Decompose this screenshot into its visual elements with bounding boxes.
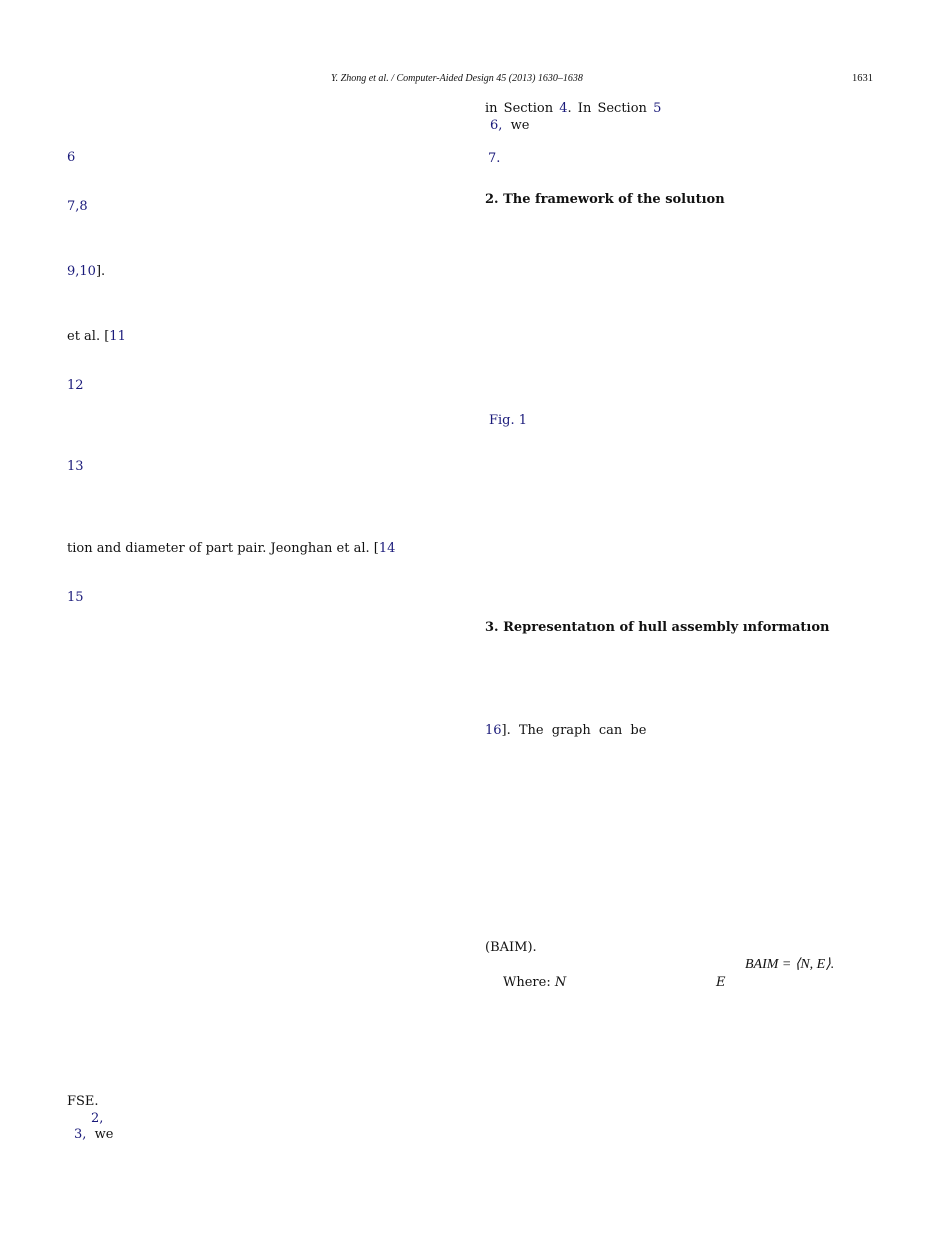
- section-4-link[interactable]: 4: [559, 101, 568, 116]
- citation-16[interactable]: 16: [485, 723, 502, 738]
- var-e: E: [716, 975, 726, 990]
- fig-ref-3-line: [74, 1127, 114, 1143]
- section-heading-2: 2. The framework of the solutıon: [485, 192, 725, 207]
- graph-text: ]. The graph can be: [501, 723, 647, 738]
- baim-equation: BAIM = ⟨N, E⟩.: [745, 957, 835, 972]
- citation-11-line: [67, 329, 126, 345]
- section-7-link[interactable]: 7.: [488, 151, 501, 166]
- section-heading-3: 3. Representatıon of hull assembly ınformatıon: [485, 620, 830, 635]
- citation-16-line: [485, 723, 646, 739]
- section-6-link[interactable]: 6,: [490, 118, 503, 133]
- jeonghan-line: [67, 541, 395, 557]
- citation-14[interactable]: 14: [378, 541, 396, 556]
- in-section-text-2: . In Section: [567, 101, 647, 116]
- citation-9-10-tail: ].: [95, 264, 106, 279]
- baim-abbrev: (BAIM).: [485, 940, 537, 955]
- where-line: [503, 975, 566, 991]
- jeonghan-text: tion and diameter of part pair. Jeonghan et al. [: [67, 541, 379, 556]
- var-n: N: [554, 975, 567, 990]
- section-5-link[interactable]: 5: [653, 101, 662, 116]
- where-label: Where:: [503, 975, 551, 990]
- fig-1-link[interactable]: Fig. 1: [489, 413, 528, 428]
- citation-7-8[interactable]: 7,8: [67, 199, 88, 214]
- we-text-right: we: [510, 118, 530, 133]
- citation-9-10[interactable]: 9,10: [67, 264, 96, 279]
- citation-15[interactable]: 15: [67, 590, 84, 605]
- page-number: 1631: [852, 73, 873, 84]
- in-section-text: in Section: [485, 101, 554, 116]
- citation-12[interactable]: 12: [67, 378, 84, 393]
- section-ref-line-1: [485, 101, 661, 117]
- fse-text: FSE.: [67, 1094, 99, 1109]
- citation-6[interactable]: 6: [67, 150, 76, 165]
- fig-ref-3[interactable]: 3,: [74, 1127, 87, 1142]
- citation-11[interactable]: 11: [109, 329, 126, 344]
- section-ref-line-2: [490, 118, 530, 134]
- citation-13[interactable]: 13: [67, 459, 84, 474]
- we-text: we: [94, 1127, 114, 1142]
- running-header: Y. Zhong et al. / Computer-Aided Design 45 (2013) 1630–1638: [331, 73, 583, 84]
- fig-ref-2[interactable]: 2,: [91, 1111, 104, 1126]
- citation-9-10-line: [67, 264, 105, 280]
- et-al-text: et al. [: [67, 329, 110, 344]
